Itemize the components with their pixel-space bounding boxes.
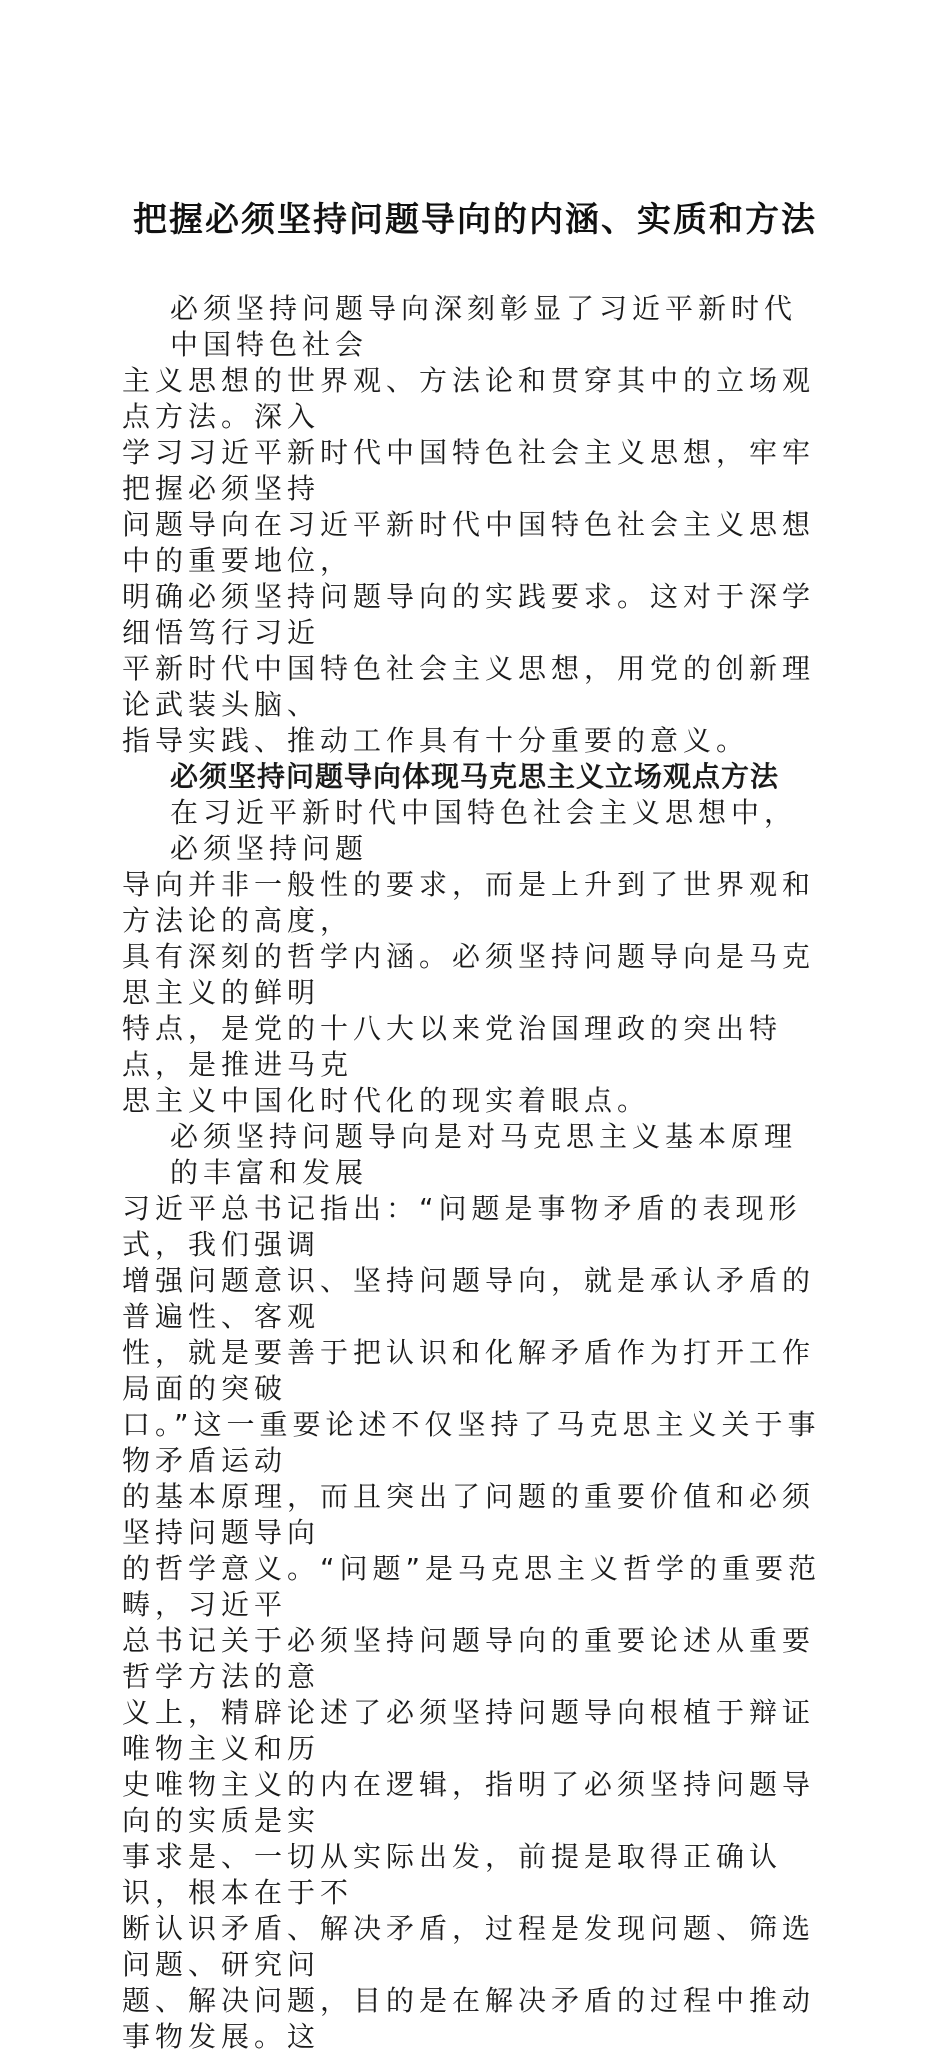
- text-line: 义上，精辟论述了必须坚持问题导向根植于辩证唯物主义和历: [122, 1696, 816, 1765]
- document-body: [122, 291, 828, 2055]
- text-line: 必须坚持问题导向体现马克思主义立场观点方法: [170, 760, 780, 793]
- text-line: 习近平总书记指出：“问题是事物矛盾的表现形式，我们强调: [122, 1192, 802, 1261]
- text-line: 必须坚持问题导向深刻彰显了习近平新时代中国特色社会: [170, 292, 798, 361]
- text-line: 增强问题意识、坚持问题导向，就是承认矛盾的普遍性、客观: [122, 1264, 816, 1333]
- text-line: 学习习近平新时代中国特色社会主义思想，牢牢把握必须坚持: [122, 436, 816, 505]
- section-heading: [122, 759, 828, 795]
- text-line: 事求是、一切从实际出发，前提是取得正确认识，根本在于不: [122, 1840, 783, 1909]
- text-line: 题、解决问题，目的是在解决矛盾的过程中推动事物发展。这: [122, 1984, 816, 2053]
- text-line: 特点，是党的十八大以来党治国理政的突出特点，是推进马克: [122, 1012, 783, 1081]
- text-line: 总书记关于必须坚持问题导向的重要论述从重要哲学方法的意: [122, 1624, 816, 1693]
- text-line: 口。”这一重要论述不仅坚持了马克思主义关于事物矛盾运动: [122, 1408, 821, 1477]
- text-line: 导向并非一般性的要求，而是上升到了世界观和方法论的高度，: [122, 868, 816, 937]
- paragraph: [122, 291, 828, 759]
- text-line: 性，就是要善于把认识和化解矛盾作为打开工作局面的突破: [122, 1336, 816, 1405]
- text-line: 史唯物主义的内在逻辑，指明了必须坚持问题导向的实质是实: [122, 1768, 816, 1837]
- text-line: 主义思想的世界观、方法论和贯穿其中的立场观点方法。深入: [122, 364, 816, 433]
- paragraph: [122, 1119, 828, 2055]
- paragraph: [122, 795, 828, 1119]
- text-line: 指导实践、推动工作具有十分重要的意义。: [122, 724, 750, 757]
- text-line: 的哲学意义。“问题”是马克思主义哲学的重要范畴，习近平: [122, 1552, 822, 1621]
- text-line: 在习近平新时代中国特色社会主义思想中，必须坚持问题: [170, 796, 798, 865]
- text-line: 断认识矛盾、解决矛盾，过程是发现问题、筛选问题、研究问: [122, 1912, 816, 1981]
- document-title: 把握必须坚持问题导向的内涵、实质和方法: [133, 200, 817, 240]
- text-line: 具有深刻的哲学内涵。必须坚持问题导向是马克思主义的鲜明: [122, 940, 816, 1009]
- text-line: 平新时代中国特色社会主义思想，用党的创新理论武装头脑、: [122, 652, 816, 721]
- text-line: 思主义中国化时代化的现实着眼点。: [122, 1084, 651, 1117]
- text-line: 问题导向在习近平新时代中国特色社会主义思想中的重要地位，: [122, 508, 816, 577]
- text-line: 的基本原理，而且突出了问题的重要价值和必须坚持问题导向: [122, 1480, 816, 1549]
- text-line: 明确必须坚持问题导向的实践要求。这对于深学细悟笃行习近: [122, 580, 816, 649]
- text-line: 必须坚持问题导向是对马克思主义基本原理的丰富和发展: [170, 1120, 798, 1189]
